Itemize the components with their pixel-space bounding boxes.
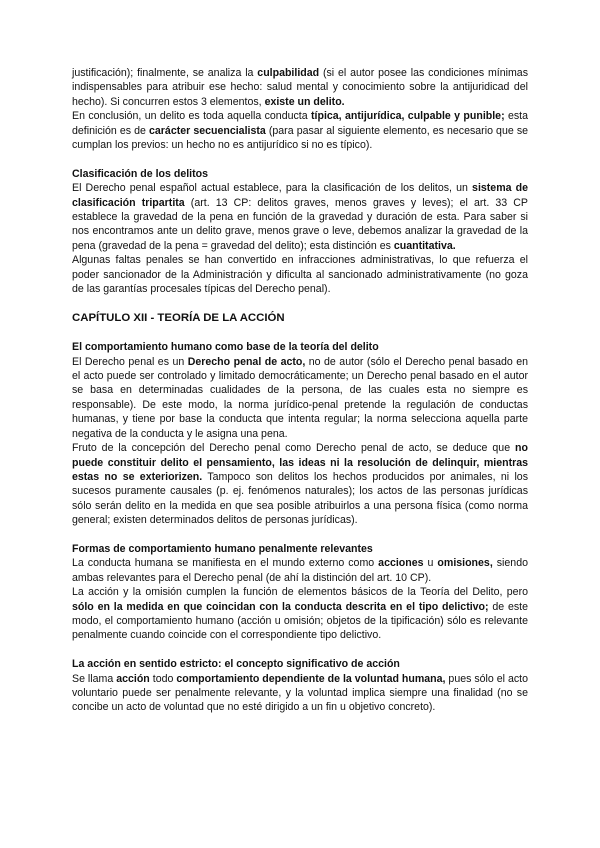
bold-term: típica, antijurídica, culpable y punible; [311, 110, 505, 123]
paragraph-conclusion: En conclusión, un delito es toda aquella conducta típica, antijurídica, culpable y punible; esta definición es de carácter secuencialista (para pasar al siguiente elemento, es necesario que se cumplan los previos: un hecho no es antijurídico si no es típico). [72, 110, 529, 152]
section-heading-formas: Formas de comportamiento humano penalmente relevantes [72, 542, 373, 555]
paragraph-culpabilidad: justificación); finalmente, se analiza la culpabilidad (si el autor posee las condiciones mínimas indispensables para atribuir ese hecho: salud mental y conocimiento sobre la antijuridicad del hecho). Si concurren estos 3 elementos, existe un delito. [72, 67, 528, 108]
paragraph-pensamiento: Fruto de la concepción del Derecho penal como Derecho penal de acto, se deduce que no puede constituir delito el pensamiento, las ideas ni la resolución de delinquir, mientras estas no se exteriorizen. Tampoco son delitos los hechos producidos por animales, ni los sucesos puramente causales (p. ej. fenómenos naturales); los actos de las personas jurídicas sólo serán delito en la medida en que sea posible atribuirlos a una persona física (como norma general; existen determinados delitos de personas jurídicas). [72, 442, 528, 527]
paragraph-acciones-omisiones: La conducta humana se manifiesta en el mundo externo como acciones u omisiones, siendo ambas relevantes para el Derecho penal (de ahí la distinción del art. 10 CP). [72, 557, 528, 584]
bold-term: cuantitativa. [393, 239, 456, 252]
bold-term: acción [116, 672, 150, 685]
paragraph-elementos-basicos: La acción y la omisión cumplen la función de elementos básicos de la Teoría del Delito, pero sólo en la medida en que coincidan con la conducta descrita en el tipo delictivo; de este modo, el comportamiento humano (acción u omisión; objetos de la tipificación) sólo es relevante penalmente cuando coincide con el correspondiente tipo delictivo. [72, 586, 528, 642]
bold-term: omisiones, [437, 557, 493, 570]
bold-term: existe un delito. [264, 95, 345, 108]
spacer [72, 528, 528, 542]
spacer [72, 152, 528, 166]
bold-term: acciones [378, 557, 424, 570]
bold-term: culpabilidad [257, 67, 320, 79]
paragraph-clasificacion: El Derecho penal español actual establece, para la clasificación de los delitos, un sistema de clasificación tripartita (art. 13 CP: delitos graves, menos graves y leves); el art. 33 CP establece la gravedad de la pena en función de la gravedad y duración de esta. Para saber si nos encontramos ante un delito grave, menos grave o leve, debemos analizar la gravedad de la pena (gravedad de la pena = gravedad del delito); esta distinción es cuantitativa. [72, 182, 529, 252]
chapter-title: CAPÍTULO XII - TEORÍA DE LA ACCIÓN [72, 311, 285, 324]
paragraph-accion: Se llama acción todo comportamiento dependiente de la voluntad humana, pues sólo el acto voluntario puede ser penalmente relevante, y la voluntad implica siempre una finalidad (no se concibe un acto de voluntad que no esté dirigido a un fin u objetivo concreto). [72, 672, 529, 714]
bold-term: sistema de clasificación tripartita [72, 182, 529, 209]
bold-term: Derecho penal de acto, [187, 355, 306, 368]
spacer [72, 643, 528, 657]
bold-term: no puede constituir delito el pensamiento, las ideas ni la resolución de delinquir, mientras estas no se exteriorizen. [72, 442, 528, 483]
section-heading-accion: La acción en sentido estricto: el concepto significativo de acción [72, 658, 400, 671]
spacer [72, 326, 528, 340]
paragraph-derecho-penal-acto: El Derecho penal es un Derecho penal de acto, no de autor (sólo el Derecho penal basado en el acto puede ser controlado y limitado democráticamente; un Derecho penal basado en el autor se basa en determinadas cualidades de la persona, de las cuales esta no siempre es responsable). De este modo, la norma jurídico-penal pretende la regulación de conductas humanas, y tiene por base la conducta que intenta regular; la norma selecciona aquella parte negativa de la conducta y le asigna una pena. [72, 355, 528, 440]
spacer [72, 296, 528, 310]
bold-term: comportamiento dependiente de la voluntad humana, [176, 672, 446, 685]
section-heading-comportamiento: El comportamiento humano como base de la teoría del delito [72, 341, 379, 354]
paragraph-faltas: Algunas faltas penales se han convertido en infracciones administrativas, lo que refuerza el poder sancionador de la Administración y dificulta al sancionado administrativamente (no goza de las garantías procesales típicas del Derecho penal). [72, 254, 528, 296]
bold-term: carácter secuencialista [149, 124, 266, 137]
section-heading-clasificacion: Clasificación de los delitos [72, 167, 208, 180]
bold-term: sólo en la medida en que coincidan con la conducta descrita en el tipo delictivo; [72, 600, 489, 613]
